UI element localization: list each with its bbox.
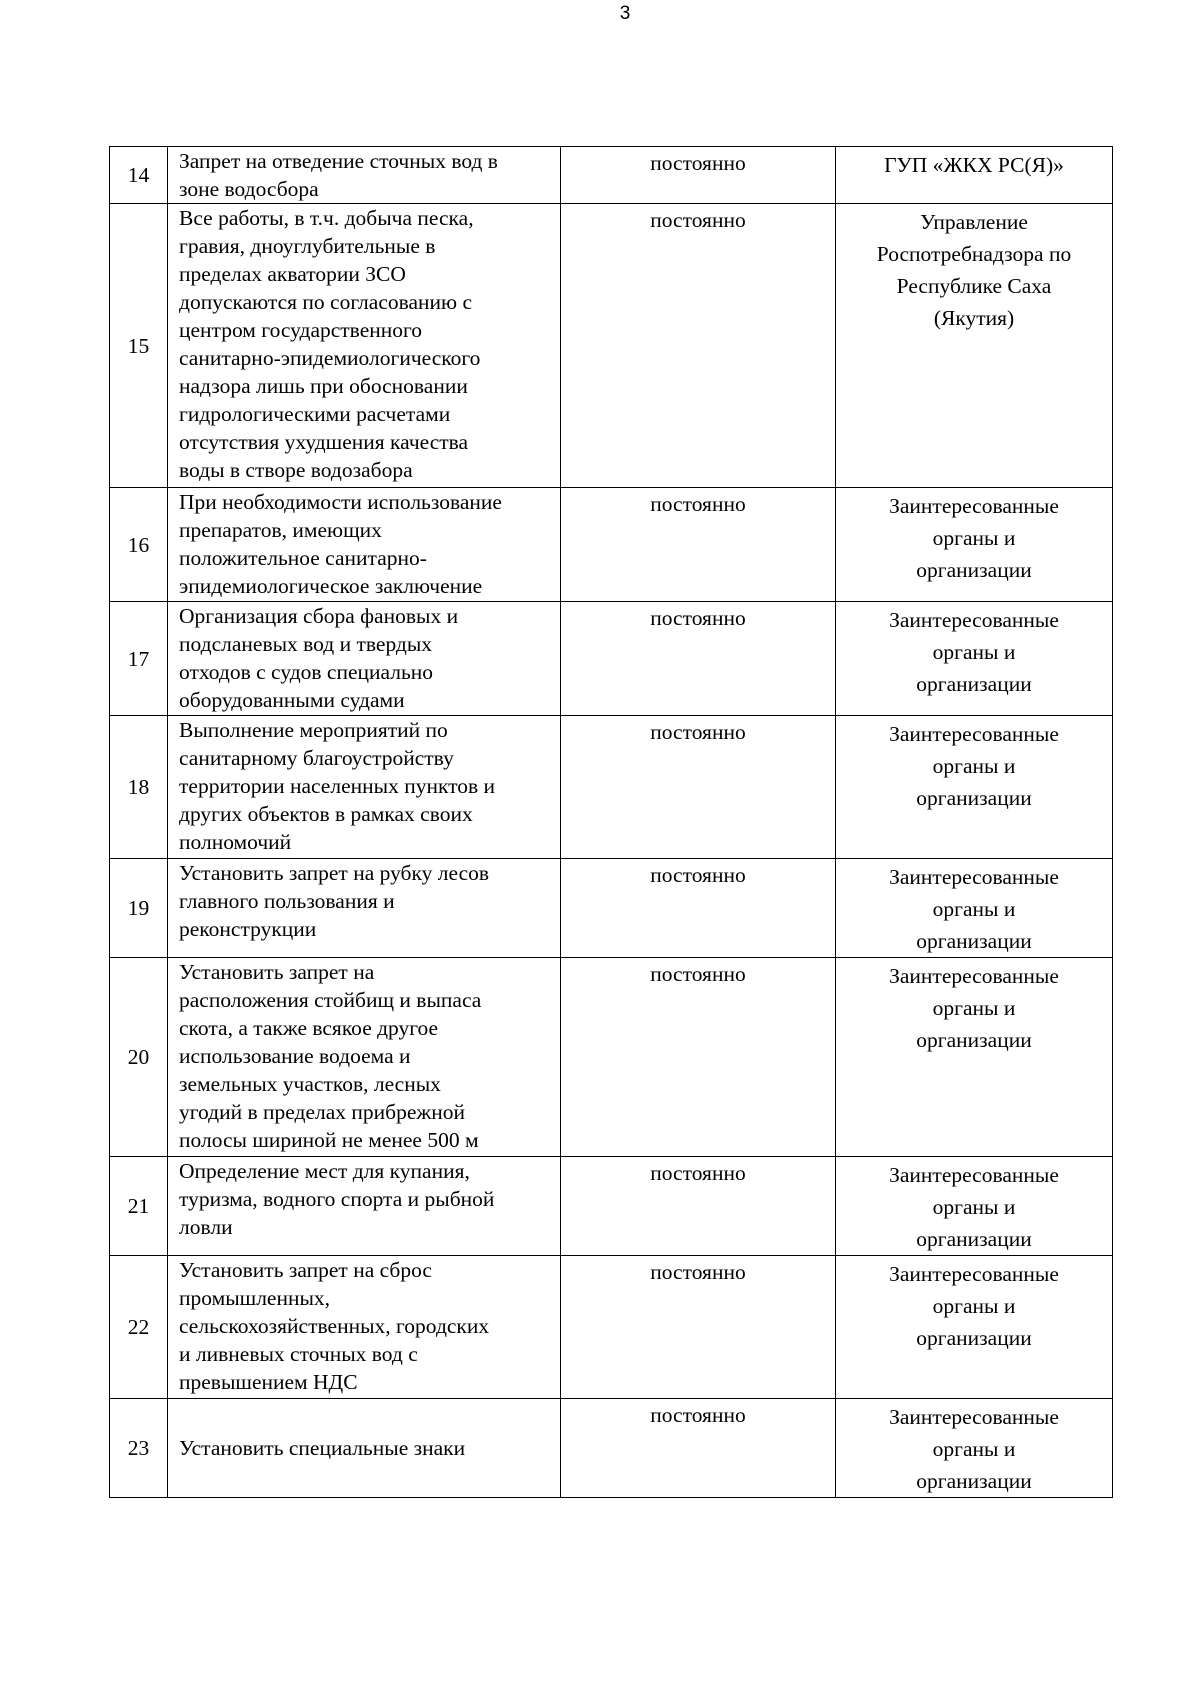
- table-row: [110, 716, 1113, 859]
- table-row: [110, 1157, 1113, 1256]
- description-line: промышленных,: [179, 1286, 331, 1310]
- measure-term: постоянно: [561, 716, 836, 859]
- row-number: 16: [110, 488, 168, 602]
- responsible-line: Заинтересованные: [889, 1405, 1059, 1429]
- description-line: угодий в пределах прибрежной: [179, 1100, 466, 1124]
- responsible-line: Заинтересованные: [889, 865, 1059, 889]
- table-row: [110, 147, 1113, 204]
- description-line: Установить запрет на сброс: [179, 1258, 432, 1282]
- responsible-line: организации: [916, 1469, 1032, 1493]
- row-number: 14: [110, 147, 168, 204]
- table-body: [110, 147, 1113, 1498]
- row-number: 15: [110, 204, 168, 488]
- description-line: При необходимости использование: [179, 490, 502, 514]
- description-line: отсутствия ухудшения качества: [179, 430, 469, 454]
- description-line: Все работы, в т.ч. добыча песка,: [179, 206, 474, 230]
- responsible-party: [836, 1256, 1113, 1399]
- responsible-party: [836, 716, 1113, 859]
- measure-term: постоянно: [561, 1399, 836, 1498]
- description-line: отходов с судов специально: [179, 660, 434, 684]
- measure-description: [168, 1399, 561, 1498]
- measure-term: постоянно: [561, 602, 836, 716]
- measure-description: [168, 602, 561, 716]
- table-row: [110, 204, 1113, 488]
- responsible-line: Управление: [920, 210, 1028, 234]
- description-line: подсланевых вод и твердых: [179, 632, 433, 656]
- description-line: оборудованными судами: [179, 688, 405, 712]
- description-line: полосы шириной не менее 500 м: [179, 1128, 479, 1152]
- description-line: ловли: [179, 1215, 233, 1239]
- responsible-line: организации: [916, 1227, 1032, 1251]
- measure-term: постоянно: [561, 1256, 836, 1399]
- measure-description: [168, 716, 561, 859]
- responsible-party: [836, 488, 1113, 602]
- measure-term: постоянно: [561, 859, 836, 958]
- responsible-party: [836, 204, 1113, 488]
- responsible-line: органы и: [932, 526, 1016, 550]
- description-line: Установить специальные знаки: [179, 1436, 466, 1460]
- responsible-party: [836, 147, 1113, 204]
- row-number: 21: [110, 1157, 168, 1256]
- measure-description: [168, 1256, 561, 1399]
- description-line: зоне водосбора: [179, 177, 319, 201]
- description-line: эпидемиологическое заключение: [179, 574, 483, 598]
- page-number: 3: [619, 3, 631, 24]
- table-row: [110, 1399, 1113, 1498]
- measure-description: [168, 958, 561, 1157]
- table-row: [110, 488, 1113, 602]
- description-line: главного пользования и: [179, 889, 395, 913]
- table-row: [110, 958, 1113, 1157]
- description-line: Организация сбора фановых и: [179, 604, 459, 628]
- description-line: Установить запрет на: [179, 960, 375, 984]
- responsible-line: органы и: [932, 1294, 1016, 1318]
- responsible-party: [836, 1157, 1113, 1256]
- row-number: 23: [110, 1399, 168, 1498]
- measure-term: постоянно: [561, 958, 836, 1157]
- responsible-line: Заинтересованные: [889, 608, 1059, 632]
- responsible-party: [836, 602, 1113, 716]
- description-line: воды в створе водозабора: [179, 458, 413, 482]
- responsible-line: организации: [916, 1028, 1032, 1052]
- description-line: положительное санитарно-: [179, 546, 427, 570]
- table-row: [110, 602, 1113, 716]
- responsible-line: Республике Саха: [896, 274, 1052, 298]
- row-number: 18: [110, 716, 168, 859]
- measure-description: [168, 147, 561, 204]
- description-line: скота, а также всякое другое: [179, 1016, 439, 1040]
- description-line: пределах акватории ЗСО: [179, 262, 406, 286]
- description-line: сельскохозяйственных, городских: [179, 1314, 490, 1338]
- measure-description: [168, 1157, 561, 1256]
- responsible-line: органы и: [932, 640, 1016, 664]
- description-line: препаратов, имеющих: [179, 518, 382, 542]
- responsible-line: органы и: [932, 897, 1016, 921]
- row-number: 19: [110, 859, 168, 958]
- measure-term: постоянно: [561, 147, 836, 204]
- responsible-line: Роспотребнадзора по: [876, 242, 1072, 266]
- responsible-party: [836, 859, 1113, 958]
- measure-term: постоянно: [561, 488, 836, 602]
- description-line: превышением НДС: [179, 1370, 358, 1394]
- description-line: Установить запрет на рубку лесов: [179, 861, 490, 885]
- responsible-line: организации: [916, 1326, 1032, 1350]
- responsible-line: Заинтересованные: [889, 722, 1059, 746]
- responsible-line: органы и: [932, 754, 1016, 778]
- description-line: надзора лишь при обосновании: [179, 374, 468, 398]
- description-line: полномочий: [179, 830, 292, 854]
- description-line: гидрологическими расчетами: [179, 402, 451, 426]
- measure-description: [168, 488, 561, 602]
- description-line: допускаются по согласованию с: [179, 290, 473, 314]
- responsible-line: организации: [916, 929, 1032, 953]
- description-line: санитарному благоустройству: [179, 746, 454, 770]
- description-line: Определение мест для купания,: [179, 1159, 470, 1183]
- description-line: гравия, дноуглубительные в: [179, 234, 436, 258]
- row-number: 17: [110, 602, 168, 716]
- responsible-line: организации: [916, 558, 1032, 582]
- description-line: других объектов в рамках своих: [179, 802, 473, 826]
- responsible-line: Заинтересованные: [889, 1262, 1059, 1286]
- responsible-line: органы и: [932, 1195, 1016, 1219]
- responsible-line: организации: [916, 786, 1032, 810]
- measures-table: [109, 146, 1113, 1498]
- description-line: санитарно-эпидемиологического: [179, 346, 481, 370]
- responsible-line: ГУП «ЖКХ РС(Я)»: [884, 153, 1064, 177]
- responsible-line: (Якутия): [933, 306, 1015, 330]
- description-line: Запрет на отведение сточных вод в: [179, 149, 498, 173]
- table-row: [110, 859, 1113, 958]
- row-number: 20: [110, 958, 168, 1157]
- measure-term: постоянно: [561, 204, 836, 488]
- measure-term: постоянно: [561, 1157, 836, 1256]
- table-row: [110, 1256, 1113, 1399]
- responsible-line: Заинтересованные: [889, 1163, 1059, 1187]
- description-line: Выполнение мероприятий по: [179, 718, 448, 742]
- description-line: территории населенных пунктов и: [179, 774, 496, 798]
- responsible-line: органы и: [932, 996, 1016, 1020]
- responsible-party: [836, 1399, 1113, 1498]
- responsible-line: организации: [916, 672, 1032, 696]
- row-number: 22: [110, 1256, 168, 1399]
- description-line: земельных участков, лесных: [179, 1072, 441, 1096]
- responsible-line: Заинтересованные: [889, 964, 1059, 988]
- description-line: использование водоема и: [179, 1044, 411, 1068]
- measure-description: [168, 859, 561, 958]
- responsible-line: Заинтересованные: [889, 494, 1059, 518]
- measure-description: [168, 204, 561, 488]
- description-line: реконструкции: [179, 917, 317, 941]
- description-line: центром государственного: [179, 318, 423, 342]
- responsible-party: [836, 958, 1113, 1157]
- description-line: и ливневых сточных вод с: [179, 1342, 418, 1366]
- responsible-line: органы и: [932, 1437, 1016, 1461]
- description-line: расположения стойбищ и выпаса: [179, 988, 482, 1012]
- description-line: туризма, водного спорта и рыбной: [179, 1187, 495, 1211]
